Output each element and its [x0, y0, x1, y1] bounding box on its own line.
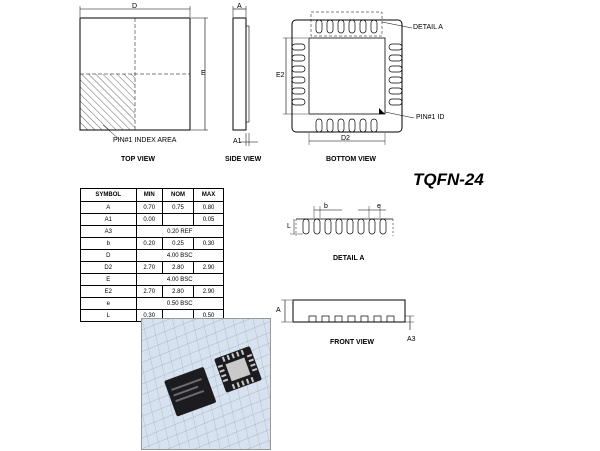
cell-max: 0.05: [194, 214, 224, 226]
table-row: [81, 238, 224, 250]
cell-symbol: E: [81, 274, 137, 286]
cell-span: 0.20 REF: [136, 226, 224, 238]
table-row: [81, 214, 224, 226]
cell-min: 2.70: [136, 262, 162, 274]
table-row: [81, 298, 224, 310]
cell-symbol: A: [81, 202, 137, 214]
cell-nom: 2.80: [162, 286, 193, 298]
product-photo: [141, 318, 271, 450]
dim-label-l: L: [287, 223, 291, 230]
pin1-index-area: [80, 74, 135, 130]
side-view: [233, 6, 258, 146]
cell-span: 0.50 BSC: [136, 298, 224, 310]
col-nom: NOM: [162, 189, 193, 202]
cell-min: 2.70: [136, 286, 162, 298]
col-symbol: SYMBOL: [81, 189, 137, 202]
dim-label-d2: D2: [341, 135, 350, 142]
cell-nom: 0.75: [162, 202, 193, 214]
table-row: [81, 286, 224, 298]
dimension-table: [80, 188, 224, 322]
dim-label-a: A: [237, 3, 242, 10]
front-view: [281, 300, 414, 330]
table-row: [81, 226, 224, 238]
table-row: [81, 262, 224, 274]
dim-label-d: D: [132, 3, 138, 10]
cell-symbol: b: [81, 238, 137, 250]
cell-nom: 0.25: [162, 238, 193, 250]
cell-max: 0.30: [194, 238, 224, 250]
side-view-title: SIDE VIEW: [225, 156, 262, 163]
cell-nom: 2.80: [162, 262, 193, 274]
cell-min: 0.20: [136, 238, 162, 250]
product-photo-art: [142, 319, 270, 449]
bottom-view-title: BOTTOM VIEW: [326, 156, 377, 163]
table-row: [81, 274, 224, 286]
dim-label-b: b: [324, 203, 328, 210]
dim-label-e-pitch: e: [377, 203, 381, 210]
top-view-title: TOP VIEW: [121, 156, 155, 163]
package-title: TQFN-24: [413, 170, 484, 189]
cell-max: 2.90: [194, 286, 224, 298]
cell-min: 0.00: [136, 214, 162, 226]
bottom-view: [283, 12, 414, 145]
dim-label-e: E: [201, 70, 206, 77]
cell-max: 0.50: [194, 310, 224, 322]
dim-label-e2: E2: [276, 72, 285, 79]
table-row: [81, 250, 224, 262]
cell-symbol: A1: [81, 214, 137, 226]
cell-max: 0.80: [194, 202, 224, 214]
cell-nom: [162, 214, 193, 226]
dim-label-a1: A1: [233, 138, 242, 145]
pin1-index-label: PIN#1 INDEX AREA: [113, 137, 177, 144]
col-max: MAX: [194, 189, 224, 202]
cell-symbol: E2: [81, 286, 137, 298]
dim-label-a-front: A: [276, 307, 281, 314]
table-row: [81, 202, 224, 214]
cell-symbol: e: [81, 298, 137, 310]
cell-symbol: D: [81, 250, 137, 262]
cell-span: 4.00 BSC: [136, 250, 224, 262]
cell-min: 0.30: [136, 310, 162, 322]
top-view: [80, 6, 208, 140]
cell-symbol: A3: [81, 226, 137, 238]
cell-max: 2.90: [194, 262, 224, 274]
cell-min: 0.70: [136, 202, 162, 214]
detail-a-title: DETAIL A: [333, 255, 365, 262]
col-min: MIN: [136, 189, 162, 202]
cell-symbol: D2: [81, 262, 137, 274]
cell-symbol: L: [81, 310, 137, 322]
table-header-row: [81, 189, 224, 202]
front-view-title: FRONT VIEW: [330, 339, 374, 346]
detail-a-callout: DETAIL A: [413, 24, 443, 31]
dim-label-a3: A3: [407, 336, 416, 343]
cell-span: 4.00 BSC: [136, 274, 224, 286]
pin1-id-label: PIN#1 ID: [416, 114, 445, 121]
